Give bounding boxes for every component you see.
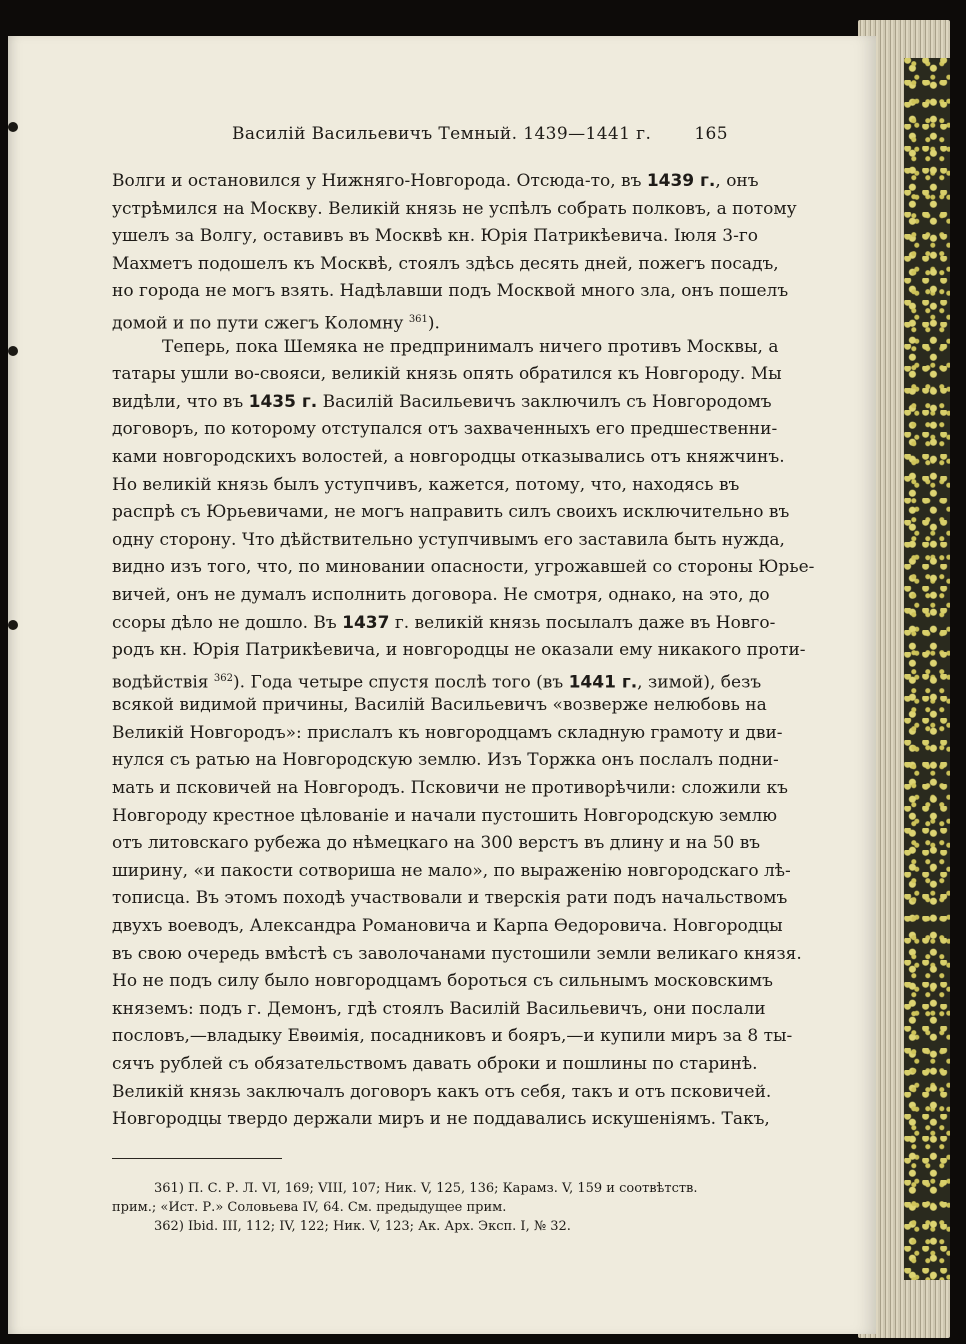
text-line: распрѣ съ Юрьевичами, не могъ направить силъ своихъ исключительно въ <box>112 502 790 523</box>
text-line: всякой видимой причины, Василій Васильевичъ «возверже нелюбовь на <box>112 695 767 716</box>
text-line: татары ушли во-свояси, великій князь опять обратился къ Новгороду. Мы <box>112 364 782 385</box>
footnote-rule <box>112 1158 282 1159</box>
text-line: Теперь, пока Шемяка не предпринималъ ничего противъ Москвы, а <box>162 336 779 357</box>
book-page <box>8 36 876 1334</box>
text-line: пословъ,—владыку Евѳимія, посадниковъ и бояръ,—и купили миръ за 8 ты- <box>112 1026 793 1047</box>
text-line: водѣйствія $^{362}$). Года четыре спустя послѣ того (въ 1441 г., зимой), безъ <box>112 672 762 693</box>
text-line: вичей, онъ не думалъ исполнить договора. Не смотря, однако, на это, до <box>112 584 770 605</box>
text-block <box>112 124 815 1236</box>
text-line: нулся съ ратью на Новгородскую землю. Изъ Торжка онъ послалъ подни- <box>112 750 779 771</box>
footnote-line: 361) П. С. Р. Л. VI, 169; VIII, 107; Ник. V, 125, 136; Карамз. V, 159 и соотвѣтств. <box>154 1180 698 1196</box>
text-line: Великій Новгородъ»: прислалъ къ новгородцамъ складную грамоту и дви- <box>112 722 783 743</box>
text-line: Новгородцы твердо держали миръ и не поддавались искушеніямъ. Такъ, <box>112 1109 770 1130</box>
text-line: въ свою очередь вмѣстѣ съ заволочанами пустошили земли великаго князя. <box>112 943 802 964</box>
text-line: устрѣмился на Москву. Великій князь не успѣлъ собрать полковъ, а потому <box>112 198 797 219</box>
text-line: Махметъ подошелъ къ Москвѣ, стоялъ здѣсь десять дней, пожегъ посадъ, <box>112 253 779 274</box>
running-header <box>112 124 728 154</box>
body-text <box>112 168 815 1134</box>
text-line: одну сторону. Что дѣйствительно уступчивымъ его заставила быть нужда, <box>112 529 785 550</box>
binding-hole <box>8 122 18 132</box>
text-line: сячъ рублей съ обязательствомъ давать оброки и пошлины по старинѣ. <box>112 1054 758 1074</box>
text-line: отъ литовскаго рубежа до нѣмецкаго на 300 верстъ въ длину и на 50 въ <box>112 833 761 854</box>
text-line: княземъ: подъ г. Демонъ, гдѣ стоялъ Василій Васильевичъ, они послали <box>112 998 766 1019</box>
text-line: Но не подъ силу было новгородцамъ бороться съ сильнымъ московскимъ <box>112 971 773 992</box>
text-line: ссоры дѣло не дошло. Въ 1437 г. великій князь посылалъ даже въ Новго- <box>112 612 776 633</box>
text-line: мать и псковичей на Новгородъ. Псковичи не противорѣчили: сложили къ <box>112 778 788 799</box>
text-line: родъ кн. Юрія Патрикѣевича, и новгородцы не оказали ему никакого проти- <box>112 640 806 661</box>
running-title: Василій Васильевичъ Темный. 1439—1441 г. <box>232 124 652 144</box>
text-line: домой и по пути сжегъ Коломну $^{361}$). <box>112 313 440 334</box>
binding-hole <box>8 620 18 630</box>
text-line: но города не могъ взять. Надѣлавши подъ Москвой много зла, онъ пошелъ <box>112 281 789 302</box>
text-line: тописца. Въ этомъ походѣ участвовали и тверскія рати подъ начальствомъ <box>112 888 788 909</box>
text-line: Великій князь заключалъ договоръ какъ отъ себя, такъ и отъ псковичей. <box>112 1081 772 1102</box>
page-number: 165 <box>694 124 728 144</box>
text-line: ширину, «и пакости сотвориша не мало», по выраженію новгородскаго лѣ- <box>112 860 791 881</box>
text-line: видно изъ того, что, по миновании опасности, угрожавшей со стороны Юрье- <box>112 557 815 578</box>
marbled-page-edge <box>904 58 950 1280</box>
text-line: договоръ, по которому отступался отъ захваченныхъ его предшественни- <box>112 419 778 440</box>
text-line: видѣли, что въ 1435 г. Василій Васильевичъ заключилъ съ Новгородомъ <box>112 391 772 412</box>
text-line: Но великій князь былъ уступчивъ, кажется, потому, что, находясь въ <box>112 474 740 495</box>
text-line: ками новгородскихъ волостей, а новгородцы отказывались отъ княжчинъ. <box>112 446 785 467</box>
text-line: Новгороду крестное цѣлованіе и начали пустошить Новгородскую землю <box>112 805 778 826</box>
footnotes <box>112 1179 728 1236</box>
text-line: ушелъ за Волгу, оставивъ въ Москвѣ кн. Юрія Патрикѣевича. Іюля 3-го <box>112 226 758 247</box>
footnote-line: 362) Ibid. III, 112; IV, 122; Ник. V, 123; Ак. Арх. Эксп. I, № 32. <box>154 1218 571 1234</box>
footnote-line: прим.; «Ист. Р.» Соловьева IV, 64. См. предыдущее прим. <box>112 1199 507 1215</box>
text-line: двухъ воеводъ, Александра Романовича и Карпа Ѳедоровича. Новгородцы <box>112 916 783 937</box>
binding-hole <box>8 346 18 356</box>
text-line: Волги и остановился у Нижняго-Новгорода. Отсюда-то, въ 1439 г., онъ <box>112 171 759 191</box>
